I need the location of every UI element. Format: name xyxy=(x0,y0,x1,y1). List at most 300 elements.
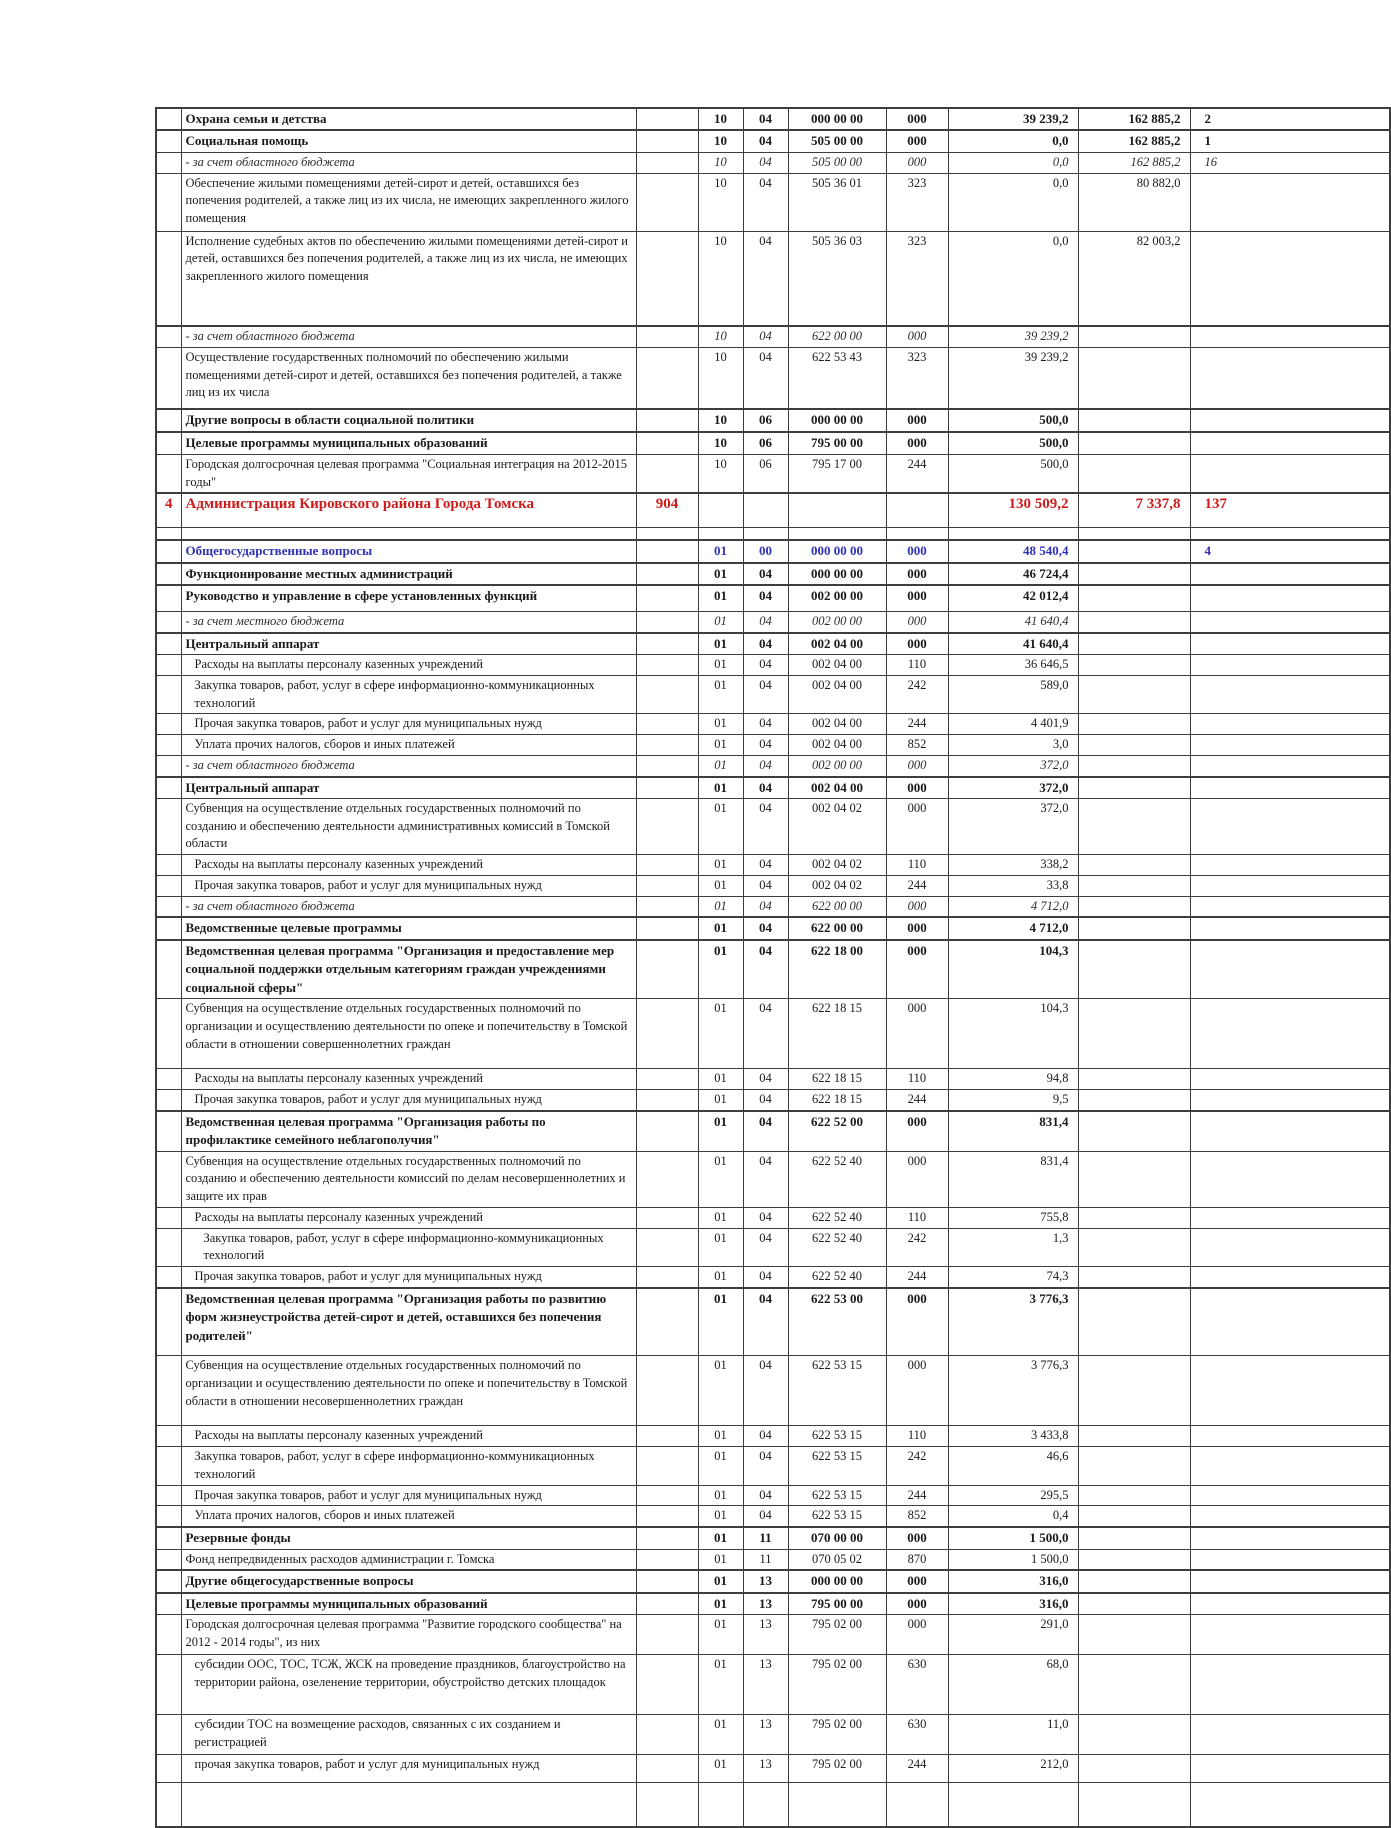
podrazdel-code-cell: 04 xyxy=(743,585,788,611)
amount-col1-cell: 316,0 xyxy=(948,1593,1078,1615)
vr-code-cell: 000 xyxy=(886,432,948,454)
csr-code-cell: 622 18 00 xyxy=(788,940,886,999)
csr-code-cell: 795 17 00 xyxy=(788,454,886,493)
amount-col3-clipped-cell xyxy=(1190,940,1390,999)
item-name-cell: Расходы на выплаты персоналу казенных учреждений xyxy=(181,855,636,876)
podrazdel-code-cell: 04 xyxy=(743,1090,788,1111)
grbs-code-cell xyxy=(636,347,698,409)
grbs-code-cell xyxy=(636,1447,698,1486)
amount-col2-cell xyxy=(1078,1426,1190,1447)
csr-code-cell: 002 04 02 xyxy=(788,798,886,854)
row-number-cell xyxy=(156,1485,181,1506)
amount-col3-clipped-cell xyxy=(1190,1506,1390,1527)
row-number-cell xyxy=(156,1151,181,1207)
amount-col1-cell: 74,3 xyxy=(948,1267,1078,1288)
item-name-cell: Ведомственные целевые программы xyxy=(181,917,636,939)
table-row xyxy=(156,896,1390,917)
amount-col3-clipped-cell: 1 xyxy=(1190,130,1390,152)
amount-col1-cell: 831,4 xyxy=(948,1111,1078,1151)
table-row xyxy=(156,1615,1390,1655)
podrazdel-code-cell: 04 xyxy=(743,633,788,655)
table-row xyxy=(156,173,1390,231)
item-name-cell: Субвенция на осуществление отдельных государственных полномочий по созданию и обеспечению деятельности комиссий по делам несовершеннолетних и защите их прав xyxy=(181,1151,636,1207)
vr-code-cell xyxy=(886,493,948,527)
razdel-code-cell: 01 xyxy=(698,1267,743,1288)
amount-col2-cell xyxy=(1078,1715,1190,1755)
item-name-cell: Городская долгосрочная целевая программа "Социальная интеграция на 2012-2015 годы" xyxy=(181,454,636,493)
podrazdel-code-cell: 04 xyxy=(743,173,788,231)
amount-col3-clipped-cell xyxy=(1190,1447,1390,1486)
row-number-cell xyxy=(156,940,181,999)
razdel-code-cell: 01 xyxy=(698,1506,743,1527)
table-row xyxy=(156,1447,1390,1486)
razdel-code-cell: 01 xyxy=(698,875,743,896)
row-number-cell xyxy=(156,1267,181,1288)
amount-col3-clipped-cell xyxy=(1190,1527,1390,1549)
item-name-cell: Прочая закупка товаров, работ и услуг для муниципальных нужд xyxy=(181,1090,636,1111)
row-number-cell xyxy=(156,347,181,409)
razdel-code-cell: 01 xyxy=(698,1485,743,1506)
amount-col3-clipped-cell xyxy=(1190,1356,1390,1426)
vr-code-cell: 110 xyxy=(886,1207,948,1228)
grbs-code-cell xyxy=(636,1151,698,1207)
table-row xyxy=(156,611,1390,632)
item-name-cell: Целевые программы муниципальных образований xyxy=(181,1593,636,1615)
item-name-cell: Закупка товаров, работ, услуг в сфере информационно-коммуникационных технологий xyxy=(181,1447,636,1486)
csr-code-cell: 002 04 00 xyxy=(788,675,886,714)
amount-col1-cell: 46 724,4 xyxy=(948,563,1078,585)
grbs-code-cell xyxy=(636,231,698,326)
amount-col1-cell: 3 433,8 xyxy=(948,1426,1078,1447)
podrazdel-code-cell: 04 xyxy=(743,675,788,714)
csr-code-cell xyxy=(788,527,886,540)
razdel-code-cell xyxy=(698,493,743,527)
table-row xyxy=(156,798,1390,854)
amount-col1-cell: 3 776,3 xyxy=(948,1288,1078,1356)
vr-code-cell xyxy=(886,1783,948,1827)
vr-code-cell: 000 xyxy=(886,896,948,917)
grbs-code-cell xyxy=(636,1090,698,1111)
razdel-code-cell: 01 xyxy=(698,777,743,799)
amount-col2-cell xyxy=(1078,633,1190,655)
amount-col1-cell: 39 239,2 xyxy=(948,108,1078,130)
podrazdel-code-cell: 04 xyxy=(743,940,788,999)
row-number-cell xyxy=(156,1593,181,1615)
csr-code-cell: 002 04 02 xyxy=(788,855,886,876)
row-number-cell xyxy=(156,1069,181,1090)
amount-col1-cell: 0,0 xyxy=(948,173,1078,231)
vr-code-cell: 244 xyxy=(886,1090,948,1111)
vr-code-cell: 000 xyxy=(886,940,948,999)
razdel-code-cell: 01 xyxy=(698,1111,743,1151)
row-number-cell xyxy=(156,326,181,347)
row-number-cell xyxy=(156,1755,181,1783)
amount-col1-cell: 94,8 xyxy=(948,1069,1078,1090)
razdel-code-cell: 01 xyxy=(698,1615,743,1655)
amount-col2-cell xyxy=(1078,1570,1190,1592)
amount-col3-clipped-cell: 16 xyxy=(1190,152,1390,173)
table-row xyxy=(156,231,1390,326)
podrazdel-code-cell: 04 xyxy=(743,735,788,756)
vr-code-cell: 000 xyxy=(886,585,948,611)
table-row xyxy=(156,777,1390,799)
vr-code-cell: 000 xyxy=(886,1356,948,1426)
podrazdel-code-cell: 04 xyxy=(743,1111,788,1151)
csr-code-cell: 622 52 40 xyxy=(788,1267,886,1288)
grbs-code-cell xyxy=(636,1655,698,1715)
vr-code-cell: 000 xyxy=(886,1593,948,1615)
amount-col3-clipped-cell xyxy=(1190,633,1390,655)
row-number-cell xyxy=(156,1615,181,1655)
csr-code-cell xyxy=(788,1783,886,1827)
table-row xyxy=(156,675,1390,714)
grbs-code-cell xyxy=(636,1755,698,1783)
amount-col1-cell: 46,6 xyxy=(948,1447,1078,1486)
budget-table xyxy=(155,107,1391,1828)
amount-col3-clipped-cell xyxy=(1190,1755,1390,1783)
amount-col1-cell: 104,3 xyxy=(948,999,1078,1069)
amount-col2-cell xyxy=(1078,1527,1190,1549)
item-name-cell: Другие вопросы в области социальной политики xyxy=(181,409,636,432)
csr-code-cell: 795 00 00 xyxy=(788,1593,886,1615)
amount-col3-clipped-cell xyxy=(1190,1069,1390,1090)
csr-code-cell: 622 18 15 xyxy=(788,1069,886,1090)
amount-col1-cell: 0,4 xyxy=(948,1506,1078,1527)
amount-col2-cell xyxy=(1078,454,1190,493)
table-row xyxy=(156,1356,1390,1426)
row-number-cell xyxy=(156,108,181,130)
item-name-cell: Администрация Кировского района Города Томска xyxy=(181,493,636,527)
csr-code-cell: 505 00 00 xyxy=(788,130,886,152)
vr-code-cell: 242 xyxy=(886,675,948,714)
csr-code-cell: 000 00 00 xyxy=(788,540,886,562)
grbs-code-cell xyxy=(636,1288,698,1356)
vr-code-cell: 000 xyxy=(886,611,948,632)
amount-col2-cell: 162 885,2 xyxy=(1078,130,1190,152)
table-row xyxy=(156,1069,1390,1090)
csr-code-cell: 622 52 00 xyxy=(788,1111,886,1151)
amount-col2-cell xyxy=(1078,1593,1190,1615)
item-name-cell: Ведомственная целевая программа "Организация работы по профилактике семейного неблагополучия" xyxy=(181,1111,636,1151)
amount-col1-cell: 372,0 xyxy=(948,777,1078,799)
razdel-code-cell: 01 xyxy=(698,1715,743,1755)
razdel-code-cell: 10 xyxy=(698,173,743,231)
podrazdel-code-cell: 00 xyxy=(743,540,788,562)
csr-code-cell: 002 04 00 xyxy=(788,633,886,655)
table-row xyxy=(156,1715,1390,1755)
vr-code-cell: 000 xyxy=(886,777,948,799)
csr-code-cell: 002 04 00 xyxy=(788,714,886,735)
razdel-code-cell: 01 xyxy=(698,1356,743,1426)
table-row xyxy=(156,585,1390,611)
grbs-code-cell xyxy=(636,1715,698,1755)
table-row xyxy=(156,1527,1390,1549)
row-number-cell xyxy=(156,130,181,152)
podrazdel-code-cell: 13 xyxy=(743,1755,788,1783)
podrazdel-code-cell: 04 xyxy=(743,875,788,896)
item-name-cell xyxy=(181,527,636,540)
amount-col1-cell: 295,5 xyxy=(948,1485,1078,1506)
table-row xyxy=(156,633,1390,655)
amount-col1-cell: 4 401,9 xyxy=(948,714,1078,735)
vr-code-cell: 000 xyxy=(886,917,948,939)
podrazdel-code-cell: 13 xyxy=(743,1593,788,1615)
amount-col2-cell xyxy=(1078,1655,1190,1715)
csr-code-cell: 622 53 43 xyxy=(788,347,886,409)
amount-col3-clipped-cell: 137 xyxy=(1190,493,1390,527)
razdel-code-cell: 01 xyxy=(698,798,743,854)
vr-code-cell: 244 xyxy=(886,1755,948,1783)
row-number-cell xyxy=(156,1111,181,1151)
grbs-code-cell xyxy=(636,454,698,493)
amount-col2-cell xyxy=(1078,875,1190,896)
item-name-cell: Расходы на выплаты персоналу казенных учреждений xyxy=(181,1426,636,1447)
razdel-code-cell: 01 xyxy=(698,675,743,714)
amount-col1-cell: 39 239,2 xyxy=(948,347,1078,409)
razdel-code-cell: 01 xyxy=(698,1655,743,1715)
row-number-cell xyxy=(156,735,181,756)
amount-col3-clipped-cell xyxy=(1190,875,1390,896)
podrazdel-code-cell: 13 xyxy=(743,1615,788,1655)
amount-col3-clipped-cell xyxy=(1190,1288,1390,1356)
item-name-cell: Расходы на выплаты персоналу казенных учреждений xyxy=(181,655,636,676)
amount-col3-clipped-cell xyxy=(1190,777,1390,799)
amount-col2-cell xyxy=(1078,409,1190,432)
csr-code-cell: 505 36 03 xyxy=(788,231,886,326)
table-row xyxy=(156,347,1390,409)
razdel-code-cell: 01 xyxy=(698,1426,743,1447)
item-name-cell: Функционирование местных администраций xyxy=(181,563,636,585)
amount-col1-cell: 500,0 xyxy=(948,409,1078,432)
vr-code-cell: 000 xyxy=(886,130,948,152)
amount-col2-cell xyxy=(1078,798,1190,854)
razdel-code-cell: 01 xyxy=(698,1593,743,1615)
table-row xyxy=(156,1090,1390,1111)
amount-col3-clipped-cell xyxy=(1190,1151,1390,1207)
razdel-code-cell: 01 xyxy=(698,1228,743,1267)
grbs-code-cell xyxy=(636,633,698,655)
grbs-code-cell xyxy=(636,940,698,999)
table-row xyxy=(156,1549,1390,1570)
csr-code-cell: 000 00 00 xyxy=(788,108,886,130)
row-number-cell xyxy=(156,1527,181,1549)
table-row xyxy=(156,152,1390,173)
row-number-cell xyxy=(156,1549,181,1570)
table-row xyxy=(156,1655,1390,1715)
podrazdel-code-cell: 04 xyxy=(743,326,788,347)
vr-code-cell: 110 xyxy=(886,655,948,676)
item-name-cell: Прочая закупка товаров, работ и услуг для муниципальных нужд xyxy=(181,875,636,896)
table-row xyxy=(156,1267,1390,1288)
razdel-code-cell: 10 xyxy=(698,326,743,347)
csr-code-cell: 002 04 00 xyxy=(788,735,886,756)
amount-col3-clipped-cell xyxy=(1190,409,1390,432)
item-name-cell: Центральный аппарат xyxy=(181,777,636,799)
amount-col3-clipped-cell xyxy=(1190,563,1390,585)
row-number-cell xyxy=(156,777,181,799)
grbs-code-cell xyxy=(636,1783,698,1827)
vr-code-cell: 110 xyxy=(886,855,948,876)
amount-col3-clipped-cell xyxy=(1190,917,1390,939)
amount-col2-cell xyxy=(1078,1506,1190,1527)
grbs-code-cell xyxy=(636,1570,698,1592)
vr-code-cell: 323 xyxy=(886,231,948,326)
podrazdel-code-cell: 04 xyxy=(743,108,788,130)
razdel-code-cell: 01 xyxy=(698,540,743,562)
amount-col3-clipped-cell xyxy=(1190,1715,1390,1755)
amount-col3-clipped-cell xyxy=(1190,714,1390,735)
item-name-cell: Социальная помощь xyxy=(181,130,636,152)
amount-col2-cell xyxy=(1078,527,1190,540)
podrazdel-code-cell: 04 xyxy=(743,1228,788,1267)
item-name-cell: - за счет областного бюджета xyxy=(181,755,636,776)
vr-code-cell: 244 xyxy=(886,454,948,493)
amount-col3-clipped-cell xyxy=(1190,1549,1390,1570)
row-number-cell xyxy=(156,1288,181,1356)
amount-col1-cell xyxy=(948,527,1078,540)
podrazdel-code-cell: 11 xyxy=(743,1527,788,1549)
razdel-code-cell: 01 xyxy=(698,755,743,776)
grbs-code-cell xyxy=(636,611,698,632)
podrazdel-code-cell: 04 xyxy=(743,1207,788,1228)
amount-col2-cell: 82 003,2 xyxy=(1078,231,1190,326)
amount-col2-cell: 162 885,2 xyxy=(1078,152,1190,173)
row-number-cell xyxy=(156,917,181,939)
row-number-cell xyxy=(156,1356,181,1426)
amount-col1-cell: 68,0 xyxy=(948,1655,1078,1715)
grbs-code-cell xyxy=(636,1549,698,1570)
amount-col3-clipped-cell xyxy=(1190,1207,1390,1228)
podrazdel-code-cell: 04 xyxy=(743,896,788,917)
row-number-cell xyxy=(156,585,181,611)
row-number-cell xyxy=(156,875,181,896)
csr-code-cell: 622 00 00 xyxy=(788,896,886,917)
podrazdel-code-cell xyxy=(743,493,788,527)
csr-code-cell: 622 00 00 xyxy=(788,917,886,939)
amount-col1-cell: 500,0 xyxy=(948,454,1078,493)
table-row xyxy=(156,917,1390,939)
razdel-code-cell: 01 xyxy=(698,1207,743,1228)
vr-code-cell: 244 xyxy=(886,1267,948,1288)
table-row xyxy=(156,563,1390,585)
csr-code-cell: 622 18 15 xyxy=(788,1090,886,1111)
amount-col3-clipped-cell xyxy=(1190,1593,1390,1615)
vr-code-cell: 630 xyxy=(886,1715,948,1755)
amount-col2-cell xyxy=(1078,999,1190,1069)
row-number-cell xyxy=(156,611,181,632)
row-number-cell xyxy=(156,675,181,714)
item-name-cell: Осуществление государственных полномочий по обеспечению жилыми помещениями детей-сирот и детей, оставшихся без попечения родителей, а также лиц из их числа xyxy=(181,347,636,409)
amount-col1-cell: 42 012,4 xyxy=(948,585,1078,611)
vr-code-cell: 244 xyxy=(886,714,948,735)
table-row xyxy=(156,875,1390,896)
amount-col2-cell xyxy=(1078,735,1190,756)
grbs-code-cell xyxy=(636,527,698,540)
csr-code-cell: 622 18 15 xyxy=(788,999,886,1069)
grbs-code-cell xyxy=(636,326,698,347)
amount-col3-clipped-cell xyxy=(1190,1570,1390,1592)
amount-col3-clipped-cell xyxy=(1190,1426,1390,1447)
item-name-cell: Резервные фонды xyxy=(181,1527,636,1549)
amount-col2-cell xyxy=(1078,1207,1190,1228)
row-number-cell xyxy=(156,173,181,231)
grbs-code-cell xyxy=(636,585,698,611)
grbs-code-cell xyxy=(636,917,698,939)
podrazdel-code-cell: 04 xyxy=(743,563,788,585)
amount-col2-cell xyxy=(1078,855,1190,876)
amount-col2-cell: 7 337,8 xyxy=(1078,493,1190,527)
item-name-cell: Закупка товаров, работ, услуг в сфере информационно-коммуникационных технологий xyxy=(181,1228,636,1267)
row-number-cell xyxy=(156,152,181,173)
amount-col2-cell xyxy=(1078,611,1190,632)
razdel-code-cell: 01 xyxy=(698,714,743,735)
csr-code-cell: 070 00 00 xyxy=(788,1527,886,1549)
item-name-cell: - за счет областного бюджета xyxy=(181,152,636,173)
razdel-code-cell: 01 xyxy=(698,1570,743,1592)
item-name-cell: Ведомственная целевая программа "Организация работы по развитию форм жизнеустройства детей-сирот и детей, оставшихся без попечения родителей" xyxy=(181,1288,636,1356)
amount-col2-cell xyxy=(1078,1615,1190,1655)
table-row xyxy=(156,1426,1390,1447)
table-row xyxy=(156,999,1390,1069)
razdel-code-cell: 10 xyxy=(698,231,743,326)
table-row xyxy=(156,1151,1390,1207)
amount-col2-cell xyxy=(1078,1549,1190,1570)
grbs-code-cell xyxy=(636,152,698,173)
podrazdel-code-cell: 04 xyxy=(743,1267,788,1288)
item-name-cell: Субвенция на осуществление отдельных государственных полномочий по организации и осуществлению деятельности по опеке и попечительству в Томской области в отношении совершеннолетних граждан xyxy=(181,999,636,1069)
vr-code-cell: 630 xyxy=(886,1655,948,1715)
amount-col2-cell xyxy=(1078,347,1190,409)
podrazdel-code-cell: 04 xyxy=(743,1506,788,1527)
row-number-cell xyxy=(156,714,181,735)
vr-code-cell: 000 xyxy=(886,108,948,130)
razdel-code-cell: 01 xyxy=(698,1549,743,1570)
row-number-cell xyxy=(156,755,181,776)
item-name-cell: Расходы на выплаты персоналу казенных учреждений xyxy=(181,1207,636,1228)
grbs-code-cell xyxy=(636,798,698,854)
razdel-code-cell xyxy=(698,1783,743,1827)
amount-col3-clipped-cell xyxy=(1190,326,1390,347)
amount-col2-cell xyxy=(1078,585,1190,611)
amount-col1-cell: 4 712,0 xyxy=(948,917,1078,939)
csr-code-cell: 622 53 15 xyxy=(788,1447,886,1486)
grbs-code-cell xyxy=(636,1593,698,1615)
amount-col2-cell xyxy=(1078,777,1190,799)
csr-code-cell: 622 53 15 xyxy=(788,1426,886,1447)
razdel-code-cell xyxy=(698,527,743,540)
amount-col3-clipped-cell xyxy=(1190,798,1390,854)
item-name-cell: Уплата прочих налогов, сборов и иных платежей xyxy=(181,1506,636,1527)
razdel-code-cell: 01 xyxy=(698,735,743,756)
table-row xyxy=(156,735,1390,756)
amount-col2-cell xyxy=(1078,563,1190,585)
podrazdel-code-cell: 04 xyxy=(743,917,788,939)
vr-code-cell: 000 xyxy=(886,1288,948,1356)
razdel-code-cell: 01 xyxy=(698,896,743,917)
razdel-code-cell: 01 xyxy=(698,1069,743,1090)
amount-col2-cell xyxy=(1078,1151,1190,1207)
podrazdel-code-cell: 04 xyxy=(743,1426,788,1447)
csr-code-cell: 622 52 40 xyxy=(788,1228,886,1267)
table-row xyxy=(156,493,1390,527)
row-number-cell xyxy=(156,1715,181,1755)
amount-col3-clipped-cell: 4 xyxy=(1190,540,1390,562)
razdel-code-cell: 01 xyxy=(698,611,743,632)
amount-col1-cell: 36 646,5 xyxy=(948,655,1078,676)
csr-code-cell: 622 53 00 xyxy=(788,1288,886,1356)
item-name-cell: Уплата прочих налогов, сборов и иных платежей xyxy=(181,735,636,756)
table-row xyxy=(156,1207,1390,1228)
